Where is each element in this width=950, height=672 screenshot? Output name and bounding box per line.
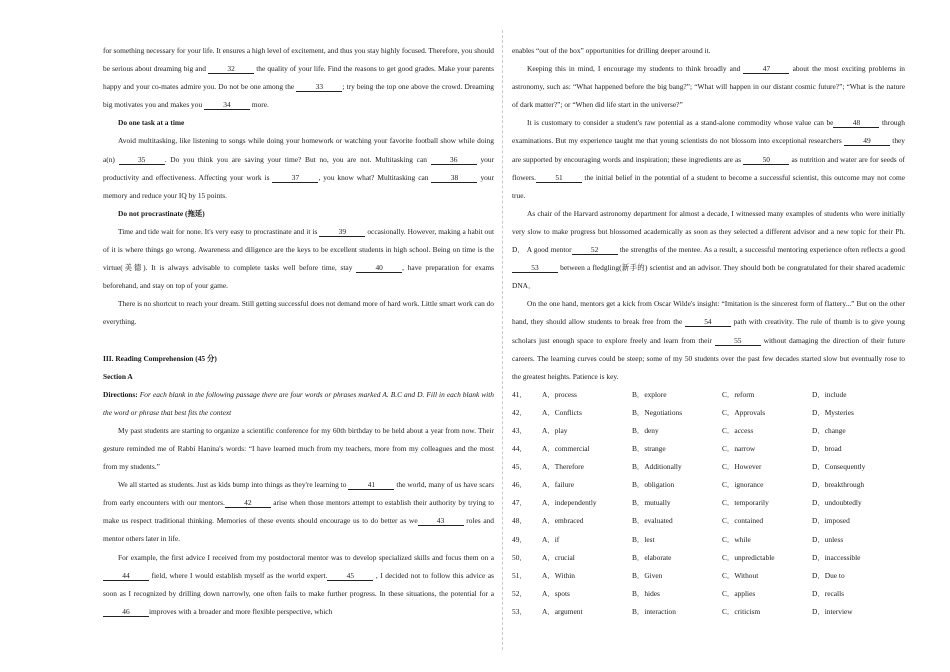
option-a[interactable]: A．play xyxy=(542,425,568,435)
text: through examinations. But my experience taught me that young scientists do not blossom into exceptional researchers xyxy=(512,118,905,146)
section-a-label: Section A xyxy=(103,371,133,381)
text: On the one hand, mentors get a kick from Oscar Wilde's insight: “Imitation is the sincerest form of flattery...” But on the other hand, they should allow students to break free from the xyxy=(512,299,905,327)
paragraph-multitasking xyxy=(103,132,494,204)
text: the world, many of us have scars from early encounters with our mentors. xyxy=(103,480,494,508)
question-number: 42． xyxy=(512,407,527,417)
blank-36[interactable]: 36 xyxy=(431,156,477,165)
options-list xyxy=(512,386,905,621)
blank-35[interactable]: 35 xyxy=(119,156,165,165)
blank-51[interactable]: 51 xyxy=(536,174,582,183)
paragraph-harvard xyxy=(512,205,905,295)
question-number: 50． xyxy=(512,552,527,562)
option-c[interactable]: C．unpredictable xyxy=(722,552,775,562)
option-d[interactable]: D．Due to xyxy=(812,570,845,580)
text: . Do you think you are saving your time? But no, you are not. Multitasking can xyxy=(164,154,431,164)
option-d[interactable]: D．include xyxy=(812,389,847,399)
blank-41[interactable]: 41 xyxy=(348,481,394,490)
text: It is customary to consider a student's raw potential as a stand-alone commodity whose value can be xyxy=(527,118,834,128)
option-b[interactable]: B．explore xyxy=(632,389,667,399)
blank-46[interactable]: 46 xyxy=(103,608,149,617)
text: ; try being the top one above the crowd. Dreaming big motivates you and makes you xyxy=(103,82,494,110)
blank-38[interactable]: 38 xyxy=(431,174,477,183)
option-row-48 xyxy=(512,512,905,530)
heading-one-task: Do one task at a time xyxy=(118,118,185,128)
text: as nutrition and water are for seeds of flowers. xyxy=(512,154,905,182)
question-number: 53． xyxy=(512,606,527,616)
option-b[interactable]: B．evaluated xyxy=(632,516,673,526)
option-c[interactable]: C．Approvals xyxy=(722,407,766,417)
blank-50[interactable]: 50 xyxy=(743,156,789,165)
option-b[interactable]: B．interaction xyxy=(632,606,676,616)
option-c[interactable]: C．However xyxy=(722,462,762,472)
option-b[interactable]: B．hides xyxy=(632,588,660,598)
paragraph-procrastinate xyxy=(103,223,494,295)
option-c[interactable]: C．reform xyxy=(722,389,755,399)
question-number: 44． xyxy=(512,444,527,454)
text: Keeping this in mind, I encourage my students to think broadly and xyxy=(527,64,744,74)
option-a[interactable]: A．independently xyxy=(542,498,597,508)
text: the initial belief in the potential of a student to become a successful scientist, this outcome may not come true. xyxy=(512,172,905,200)
text: For example, the first advice I received from my postdoctoral mentor was to develop specialized skills and focus them on a xyxy=(118,552,494,562)
paragraph-out-of-box: enables “out of the box” opportunities for drilling deeper around it. xyxy=(512,46,711,55)
text: As chair of the Harvard astronomy department for almost a decade, I witnessed many examples of students who were initially very slow to make progress but blossomed academically as soon as they selected a different advisor and a new topic for their Ph. D． A good mentor xyxy=(512,208,905,255)
text: your memory and reduce your IQ by 15 points. xyxy=(103,172,494,200)
blank-53[interactable]: 53 xyxy=(512,264,558,273)
directions-label: Directions: xyxy=(103,389,138,399)
text: Avoid multitasking, like listening to songs while doing your homework or watching your favorite football show while doing a(n) xyxy=(103,136,494,164)
option-row-53 xyxy=(512,603,905,621)
question-number: 51． xyxy=(512,570,527,580)
blank-45[interactable]: 45 xyxy=(327,572,373,581)
option-d[interactable]: D．broad xyxy=(812,444,842,454)
text: improves with a broader and more flexible perspective, which xyxy=(149,606,333,616)
column-divider xyxy=(502,30,503,650)
option-c[interactable]: C．Without xyxy=(722,570,759,580)
option-a[interactable]: A．Conflicts xyxy=(542,407,582,417)
option-row-47 xyxy=(512,494,905,512)
text: roles and mentor others later in life. xyxy=(103,516,494,544)
text: for something necessary for your life. It ensures a high level of excitement, and thus you stay highly focused. Therefore, you should be serious about dreaming big and xyxy=(103,46,494,74)
option-b[interactable]: B．mutually xyxy=(632,498,671,508)
option-a[interactable]: A．failure xyxy=(542,480,575,490)
text: , you know what? Multitasking can xyxy=(318,172,432,182)
option-row-52 xyxy=(512,585,905,603)
option-row-43 xyxy=(512,422,905,440)
blank-48[interactable]: 48 xyxy=(833,119,879,128)
option-b[interactable]: B．obligation xyxy=(632,480,675,490)
option-row-45 xyxy=(512,458,905,476)
blank-52[interactable]: 52 xyxy=(572,246,618,255)
blank-47[interactable]: 47 xyxy=(743,65,789,74)
blank-49[interactable]: 49 xyxy=(844,137,890,146)
question-number: 47． xyxy=(512,498,527,508)
option-b[interactable]: B．elaborate xyxy=(632,552,672,562)
blank-37[interactable]: 37 xyxy=(272,174,318,183)
option-d[interactable]: D．recalls xyxy=(812,588,845,598)
paragraph-think-broadly xyxy=(512,60,905,114)
heading-procrastinate: Do not procrastinate (拖延) xyxy=(118,208,205,218)
question-number: 49． xyxy=(512,534,527,544)
text: the strengths of the mentee. As a result, a successful mentoring experience often reflects a good xyxy=(617,245,906,255)
text: without damaging the direction of their future careers. The learning curves could be steep; some of my 50 students over the past few decades started slow but eventually rose to the greatest heights. Patience is key. xyxy=(512,335,905,381)
option-a[interactable]: A．Within xyxy=(542,570,575,580)
blank-43[interactable]: 43 xyxy=(418,517,464,526)
question-number: 46． xyxy=(512,480,527,490)
text: more. xyxy=(250,100,269,110)
text: the quality of your life. Find the reasons to get good grades. Make your parents happy and your co-mates admire you. Do not be one among the xyxy=(103,64,494,92)
text: , I decided not to follow this advice as soon as I recognized by drilling down narrowly, one often fails to make further progress. In these situations, the potential for a xyxy=(103,570,494,598)
option-a[interactable]: A．crucial xyxy=(542,552,575,562)
paragraph-no-shortcut: There is no shortcut to reach your dream. Still getting successful does not demand more of hard work. Little smart work can do everything. xyxy=(103,299,495,327)
left-column xyxy=(103,42,494,621)
question-number: 43． xyxy=(512,425,527,435)
directions xyxy=(103,386,494,422)
question-number: 45． xyxy=(512,462,527,472)
blank-40[interactable]: 40 xyxy=(356,264,402,273)
option-c[interactable]: C．criticism xyxy=(722,606,761,616)
option-b[interactable]: B．strange xyxy=(632,444,666,454)
section-title: III. Reading Comprehension (45 分) xyxy=(103,353,217,363)
blank-32[interactable]: 32 xyxy=(208,65,254,74)
option-d[interactable]: D．Mysteries xyxy=(812,407,854,417)
question-number: 48． xyxy=(512,516,527,526)
option-a[interactable]: A．process xyxy=(542,389,577,399)
right-column xyxy=(512,42,905,621)
option-b[interactable]: B．Negotiations xyxy=(632,407,683,417)
text: field, where I would establish myself as the world expert. xyxy=(149,570,328,580)
option-d[interactable]: D．inaccessible xyxy=(812,552,861,562)
option-row-50 xyxy=(512,549,905,567)
option-a[interactable]: A．spots xyxy=(542,588,570,598)
option-row-42 xyxy=(512,404,905,422)
option-row-49 xyxy=(512,531,905,549)
option-d[interactable]: D．undoubtedly xyxy=(812,498,862,508)
option-row-46 xyxy=(512,476,905,494)
option-c[interactable]: C．narrow xyxy=(722,444,756,454)
option-a[interactable]: A．commercial xyxy=(542,444,590,454)
text: We all started as students. Just as kids bump into things as they're learning to xyxy=(118,480,349,490)
option-d[interactable]: D．breakthrough xyxy=(812,480,865,490)
text: about the most exciting problems in astronomy, such as: “What happened before the big bang?”; “What will happen in our distant cosmic future?”; “What is the nature of dark matter?”; or “When did life start in the universe?” xyxy=(512,64,905,110)
paragraph-dream-big xyxy=(103,42,494,114)
text: occasionally. However, making a habit out of it is where things go wrong. Awareness and diligence are the keys to be excellent students in high school. Being on time is the virtue(美德). It is always advisable to complete tasks well before time, stay xyxy=(103,226,494,273)
text: Time and tide wait for none. It's very easy to procrastinate and it is xyxy=(118,226,320,236)
directions-text: For each blank in the following passage there are four words or phrases marked A. B.C and D. Fill in each blank with the word or phrase that best fits the context xyxy=(103,389,494,417)
option-a[interactable]: A．argument xyxy=(542,606,583,616)
blank-55[interactable]: 55 xyxy=(715,337,761,346)
option-c[interactable]: C．applies xyxy=(722,588,756,598)
blank-34[interactable]: 34 xyxy=(204,101,250,110)
blank-44[interactable]: 44 xyxy=(103,572,149,581)
blank-42[interactable]: 42 xyxy=(225,499,271,508)
blank-39[interactable]: 39 xyxy=(319,228,365,237)
question-number: 52． xyxy=(512,588,527,598)
option-row-51 xyxy=(512,567,905,585)
option-b[interactable]: B．deny xyxy=(632,425,659,435)
option-a[interactable]: A．Therefore xyxy=(542,462,584,472)
option-c[interactable]: C．temporarily xyxy=(722,498,769,508)
option-c[interactable]: C．access xyxy=(722,425,754,435)
option-d[interactable]: D．unless xyxy=(812,534,844,544)
paragraph-students xyxy=(103,476,494,548)
blank-33[interactable]: 33 xyxy=(296,83,342,92)
option-row-44 xyxy=(512,440,905,458)
option-row-41 xyxy=(512,386,905,404)
option-c[interactable]: C．while xyxy=(722,534,751,544)
text: your productivity and effectiveness. Affecting your work is xyxy=(103,154,495,182)
option-d[interactable]: D．change xyxy=(812,425,846,435)
option-c[interactable]: C．ignorance xyxy=(722,480,764,490)
text: between a fledgling(新手的) scientist and an advisor. They should both be congratulated for their shared academic DNA． xyxy=(512,263,905,291)
option-a[interactable]: A．embraced xyxy=(542,516,584,526)
option-a[interactable]: A．if xyxy=(542,534,560,544)
option-b[interactable]: B．Additionally xyxy=(632,462,682,472)
option-d[interactable]: D．interview xyxy=(812,606,853,616)
question-number: 41． xyxy=(512,389,527,399)
text: arise when those mentors attempt to establish their authority by trying to make us respect traditional thinking. Memories of these events should encourage us to do better as we xyxy=(103,498,494,526)
paragraph-wilde xyxy=(512,295,905,385)
text: they are supported by encouraging words and inspiration; these ingredients are as xyxy=(512,136,905,164)
option-c[interactable]: C．contained xyxy=(722,516,764,526)
text: , have preparation for exams beforehand, and stay on top of your game. xyxy=(103,263,494,291)
text: path with creativity. The rule of thumb is to give young scholars just enough space to explore freely and learn from their xyxy=(512,317,906,345)
option-b[interactable]: B．lest xyxy=(632,534,655,544)
option-b[interactable]: B．Given xyxy=(632,570,663,580)
paragraph-conference: My past students are starting to organize a scientific conference for my 60th birthday to be held about a year from now. Their gesture reminded me of Rabbi Hanina's words: “I have learned much from my teachers, more from my colleagues and the most from my students.” xyxy=(103,425,494,472)
blank-54[interactable]: 54 xyxy=(685,318,731,327)
option-d[interactable]: D．Consequently xyxy=(812,462,866,472)
paragraph-raw-potential xyxy=(512,114,905,204)
paragraph-advice xyxy=(103,549,494,621)
option-d[interactable]: D．imposed xyxy=(812,516,850,526)
